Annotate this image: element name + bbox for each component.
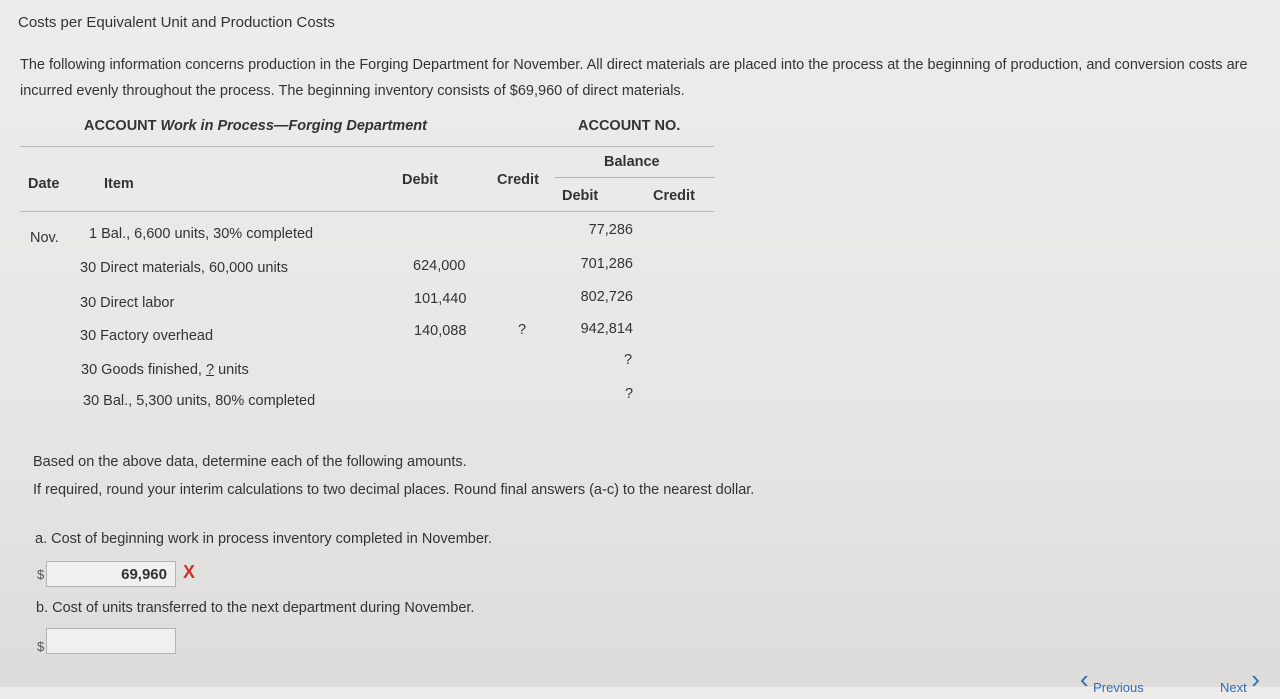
- row-day: 30: [80, 260, 97, 276]
- incorrect-x-icon: X: [183, 562, 196, 582]
- row-month: Nov.: [30, 230, 59, 246]
- row-balance-debit: ?: [624, 352, 633, 368]
- table-row: [83, 393, 315, 409]
- row-balance-debit: 802,726: [580, 289, 633, 305]
- account-title: [84, 118, 427, 134]
- table-row: [80, 260, 288, 276]
- row-item: Bal., 5,300 units, 80% completed: [103, 393, 316, 409]
- col-header-balance: Balance: [604, 154, 660, 170]
- col-header-item: Item: [104, 176, 134, 192]
- unknown-units-link[interactable]: ?: [205, 362, 215, 378]
- row-item: Direct materials, 60,000 units: [100, 260, 288, 276]
- row-item: Direct labor: [100, 295, 175, 311]
- row-item: Factory overhead: [100, 328, 214, 344]
- row-item-suffix: units: [214, 362, 249, 378]
- row-balance-debit: 77,286: [588, 222, 633, 238]
- question-a: [35, 531, 492, 547]
- previous-button[interactable]: [1080, 664, 1144, 699]
- answer-a-input[interactable]: 69,960: [46, 561, 176, 587]
- col-header-date: Date: [28, 176, 60, 192]
- divider: [20, 146, 714, 147]
- row-balance-debit: ?: [625, 386, 634, 402]
- instructions-line-2: If required, round your interim calculations to two decimal places. Round final answers (a-c) to the nearest dollar.: [33, 482, 755, 498]
- question-b-text: Cost of units transferred to the next department during November.: [52, 600, 475, 616]
- intro-paragraph: The following information concerns production in the Forging Department for November. All direct materials are placed into the process at the beginning of production, and conversion costs are incurred evenly throughout the process. The beginning inventory consists of $69,960 of direct materials.: [20, 57, 1248, 99]
- row-day: 30: [80, 328, 97, 344]
- question-a-label: a.: [35, 531, 48, 547]
- question-b-label: b.: [36, 600, 49, 616]
- row-day: 30: [80, 295, 97, 311]
- col-header-balance-debit: Debit: [562, 188, 599, 204]
- row-debit: 624,000: [413, 258, 466, 274]
- chevron-left-icon: ‹: [1080, 664, 1089, 694]
- table-row: [89, 226, 313, 242]
- chevron-right-icon: ›: [1251, 664, 1260, 694]
- account-no-label: ACCOUNT NO.: [578, 118, 681, 134]
- previous-label: Previous: [1093, 680, 1144, 695]
- col-header-debit: Debit: [402, 172, 439, 188]
- row-debit: 101,440: [414, 291, 467, 307]
- question-a-text: Cost of beginning work in process inventory completed in November.: [51, 531, 492, 547]
- row-item: Goods finished,: [101, 362, 206, 378]
- col-header-credit: Credit: [497, 172, 539, 188]
- next-button[interactable]: [1220, 664, 1260, 699]
- row-day: 1: [89, 226, 98, 242]
- col-header-balance-credit: Credit: [653, 188, 695, 204]
- question-b: [36, 600, 474, 616]
- table-row: [80, 328, 213, 344]
- row-day: 30: [81, 362, 98, 378]
- account-prefix: ACCOUNT: [84, 118, 157, 134]
- row-credit: ?: [518, 322, 527, 338]
- next-label: Next: [1220, 680, 1247, 695]
- account-name: Work in Process—Forging Department: [160, 118, 427, 134]
- table-row: [81, 362, 249, 378]
- answer-b-input[interactable]: [46, 628, 176, 654]
- row-balance-debit: 942,814: [580, 321, 633, 337]
- currency-symbol: $: [37, 567, 45, 582]
- instructions-line-1: Based on the above data, determine each of the following amounts.: [33, 454, 467, 470]
- row-debit: 140,088: [414, 323, 467, 339]
- row-balance-debit: 701,286: [580, 256, 633, 272]
- row-item: Bal., 6,600 units, 30% completed: [101, 226, 314, 242]
- divider: [555, 177, 715, 178]
- currency-symbol: $: [37, 639, 45, 654]
- divider: [20, 211, 714, 212]
- table-row: [80, 295, 174, 311]
- row-day: 30: [83, 393, 100, 409]
- page-title: Costs per Equivalent Unit and Production Costs: [18, 14, 335, 31]
